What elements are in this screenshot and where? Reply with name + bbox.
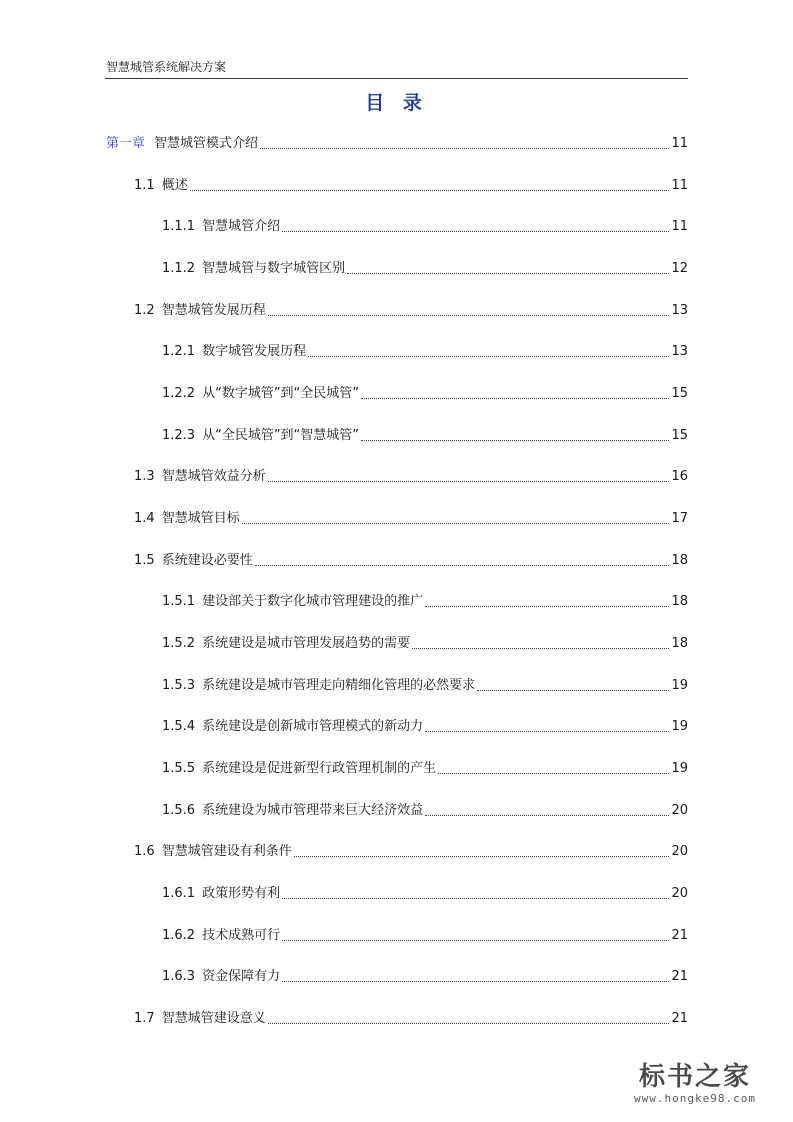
toc-entry-page-number: 21 [671, 928, 688, 943]
toc-entry[interactable] [134, 507, 688, 527]
toc-entry-page-number: 18 [671, 594, 688, 609]
toc-dot-leader [308, 356, 669, 357]
toc-entry[interactable] [162, 799, 688, 819]
toc-dot-leader [425, 731, 669, 732]
toc-entry[interactable] [162, 757, 688, 777]
toc-entry-page-number: 18 [671, 636, 688, 651]
watermark-url: www.hongke98.com [634, 1092, 756, 1105]
toc-entry[interactable] [162, 590, 688, 610]
toc-entry[interactable] [134, 1007, 688, 1027]
toc-dot-leader [412, 648, 669, 649]
toc-entry-page-number: 11 [671, 219, 688, 234]
toc-entry-page-number: 19 [671, 719, 688, 734]
toc-entry-number: 1.3 [134, 469, 155, 484]
toc-entry-page-number: 19 [671, 678, 688, 693]
toc-entry-number: 1.5.6 [162, 803, 196, 818]
toc-entry-page-number: 21 [671, 969, 688, 984]
toc-entry[interactable] [162, 882, 688, 902]
toc-entry-title: 系统建设是促进新型行政管理机制的产生 [202, 761, 437, 776]
toc-entry-page-number: 11 [671, 178, 688, 193]
toc-entry-page-number: 11 [671, 136, 688, 151]
toc-entry-title: 智慧城管建设有利条件 [161, 844, 292, 859]
toc-entry-number: 1.5.5 [162, 761, 196, 776]
toc-entry-page-number: 20 [671, 886, 688, 901]
toc-entry-page-number: 16 [671, 469, 688, 484]
toc-dot-leader [361, 398, 669, 399]
toc-entry-number: 1.5.4 [162, 719, 196, 734]
toc-entry-title: 资金保障有力 [202, 969, 281, 984]
toc-dot-leader [425, 606, 669, 607]
toc-entry-page-number: 12 [671, 261, 688, 276]
toc-entry-title: 系统建设是创新城市管理模式的新动力 [202, 719, 424, 734]
toc-entry-number: 1.2.1 [162, 344, 196, 359]
toc-dot-leader [361, 440, 669, 441]
toc-entry-page-number: 17 [671, 511, 688, 526]
toc-entry[interactable] [134, 840, 688, 860]
toc-entry-number: 1.7 [134, 1011, 155, 1026]
toc-entry-number: 1.1.2 [162, 261, 196, 276]
toc-dot-leader [260, 148, 669, 149]
toc-entry[interactable] [134, 174, 688, 194]
toc-entry-title: 从“数字城管”到“全民城管” [202, 386, 360, 401]
toc-entry-title: 数字城管发展历程 [202, 344, 307, 359]
toc-entry[interactable] [162, 424, 688, 444]
toc-entry-page-number: 19 [671, 761, 688, 776]
toc-dot-leader [477, 690, 669, 691]
toc-dot-leader [282, 231, 669, 232]
toc-entry-number: 1.6.3 [162, 969, 196, 984]
toc-entry-number: 第一章 [106, 136, 146, 151]
toc-dot-leader [190, 190, 670, 191]
toc-dot-leader [268, 481, 670, 482]
watermark [615, 1062, 775, 1106]
header-rule [105, 78, 688, 79]
toc-entry-number: 1.2 [134, 303, 155, 318]
toc-entry[interactable] [162, 715, 688, 735]
toc-entry-title: 概述 [161, 178, 188, 193]
toc-entry[interactable] [162, 382, 688, 402]
toc-dot-leader [347, 273, 669, 274]
toc-dot-leader [438, 773, 669, 774]
toc-entry[interactable] [134, 299, 688, 319]
toc-entry[interactable] [106, 132, 688, 152]
toc-entry[interactable] [134, 465, 688, 485]
toc-entry[interactable] [162, 257, 688, 277]
watermark-logo: 标书之家 [638, 1062, 751, 1092]
toc-entry-number: 1.5 [134, 553, 155, 568]
toc-entry-page-number: 13 [671, 344, 688, 359]
toc-entry-page-number: 20 [671, 803, 688, 818]
toc-entry-page-number: 15 [671, 386, 688, 401]
toc-entry-title: 从“全民城管”到“智慧城管” [202, 428, 360, 443]
toc-dot-leader [268, 315, 670, 316]
toc-entry-title: 智慧城管建设意义 [161, 1011, 266, 1026]
toc-entry-number: 1.5.2 [162, 636, 196, 651]
toc-entry-title: 系统建设为城市管理带来巨大经济效益 [202, 803, 424, 818]
toc-entry-page-number: 18 [671, 553, 688, 568]
toc-entry-page-number: 20 [671, 844, 688, 859]
toc-entry-title: 智慧城管模式介绍 [154, 136, 259, 151]
toc-entry-page-number: 15 [671, 428, 688, 443]
toc-entry-title: 智慧城管目标 [161, 511, 240, 526]
toc-entry-number: 1.6.2 [162, 928, 196, 943]
toc-entry-number: 1.6.1 [162, 886, 196, 901]
toc-entry-title: 智慧城管介绍 [202, 219, 281, 234]
toc-entry-number: 1.2.3 [162, 428, 196, 443]
toc-entry-title: 智慧城管与数字城管区别 [202, 261, 346, 276]
toc-entry-title: 系统建设是城市管理发展趋势的需要 [202, 636, 411, 651]
toc-dot-leader [282, 940, 669, 941]
toc-dot-leader [268, 1023, 670, 1024]
toc-entry-number: 1.1.1 [162, 219, 196, 234]
toc-entry-title: 政策形势有利 [202, 886, 281, 901]
toc-entry[interactable] [162, 674, 688, 694]
toc-entry-page-number: 13 [671, 303, 688, 318]
toc-dot-leader [282, 981, 669, 982]
toc-entry-title: 系统建设必要性 [161, 553, 253, 568]
toc-title: 目 录 [365, 92, 428, 114]
toc-dot-leader [255, 565, 670, 566]
toc-entry-title: 智慧城管效益分析 [161, 469, 266, 484]
toc-entry-number: 1.6 [134, 844, 155, 859]
toc-entry-number: 1.4 [134, 511, 155, 526]
toc-entry[interactable] [162, 924, 688, 944]
toc-entry-title: 技术成熟可行 [202, 928, 281, 943]
toc-entry[interactable] [162, 340, 688, 360]
toc-entry[interactable] [134, 549, 688, 569]
toc-entry[interactable] [162, 965, 688, 985]
toc-entry-number: 1.2.2 [162, 386, 196, 401]
toc-dot-leader [425, 815, 669, 816]
toc-entry-title: 建设部关于数字化城市管理建设的推广 [202, 594, 424, 609]
toc-dot-leader [242, 523, 670, 524]
running-header: 智慧城管系统解决方案 [106, 60, 227, 74]
toc-entry-number: 1.5.1 [162, 594, 196, 609]
toc-entry-page-number: 21 [671, 1011, 688, 1026]
toc-entry-number: 1.5.3 [162, 678, 196, 693]
toc-entry-title: 系统建设是城市管理走向精细化管理的必然要求 [202, 678, 476, 693]
toc-entry-number: 1.1 [134, 178, 155, 193]
toc-dot-leader [282, 898, 669, 899]
toc-entry-title: 智慧城管发展历程 [161, 303, 266, 318]
toc-entry[interactable] [162, 215, 688, 235]
toc-dot-leader [294, 856, 670, 857]
toc-entry[interactable] [162, 632, 688, 652]
